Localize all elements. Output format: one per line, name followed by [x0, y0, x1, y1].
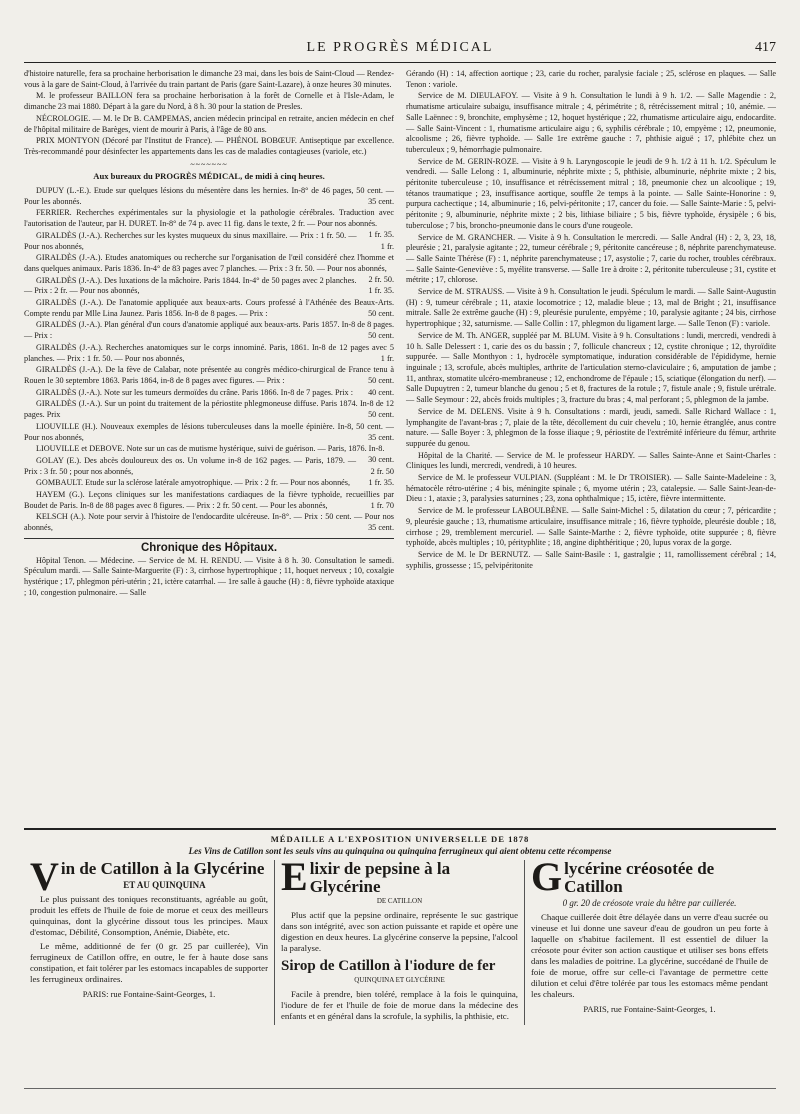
paragraph: PRIX MONTYON (Décoré par l'Institut de France). — PHÉNOL BOBŒUF. Antiseptique par excellence. Très-recommandé pour désinfecter les appartements dans les cas de maladies contagieuses (variole, etc.) — [24, 136, 394, 156]
entry-text: LIOUVILLE et DEBOVE. Note sur un cas de mutisme hystérique, suivi de guérison. — Paris, 1876. In-8. — [36, 444, 385, 454]
entry-price: 1 fr. 35. — [368, 478, 394, 488]
bibliography-entry — [24, 276, 394, 297]
entry-text: GIRALDÈS (J.-A.). De l'anatomie appliquée aux beaux-arts. Cours professé à l'Athénée des Beaux-Arts. Compte rendu par Mlle Lina Jaunez. Paris 1856. In-8 de 8 pages. — Prix : — [24, 298, 394, 318]
entry-price: 1 fr. — [380, 353, 394, 363]
paragraph: Gérando (H) : 14, affection aortique ; 23, carie du rocher, paralysie faciale ; 25, sclérose en plaques. — Salle Tenon : variole. — [406, 69, 776, 89]
entry-text: GOMBAULT. Etude sur la sclérose latérale amyotrophique. — Prix : 2 fr. — Pour nos abonnés, — [36, 478, 351, 488]
paragraph: Service de M. le professeur VULPIAN. (Suppléant : M. le Dr TROISIER). — Salle Sainte-Madeleine : 3, hématocèle rétro-utérine ; 4 bis, méningite spinale ; 6, myome utérin ; 23, catalepsie. — Salle Saint-Jean-de-Dieu : 1, ataxie ; 3, paralysies saturnines ; 23, zona ophthalmique ; 15, ictère, fièvre intermittente. — [406, 473, 776, 504]
ad-headline: Glycérine créosotée de Catillon — [531, 854, 715, 899]
ad-subheading: 0 gr. 20 de créosote vraie du hêtre par cuillerée. — [562, 898, 737, 908]
bibliography-entry — [24, 444, 394, 464]
entry-text: KELSCH (A.). Note pour servir à l'histoire de l'endocardite ulcéreuse. In-8°. — Prix : 50 cent. — Pour nos abonnés, — [24, 512, 394, 533]
entry-price: 30 cent. — [368, 454, 394, 464]
entry-price: 50 cent. — [368, 308, 394, 318]
entry-price: 1 fr. 70 — [370, 500, 394, 510]
ad-headline: Sirop de Catillon à l'iodure de fer — [281, 958, 496, 974]
ad-strapline: Les Vins de Catillon sont les seuls vins au quinquina ou quinquina ferrugineux qui aient obtenu cette récompense — [188, 846, 612, 856]
section-title: Chronique des Hôpitaux. — [140, 541, 278, 554]
paragraph: Service de M. DIEULAFOY. — Visite à 9 h. Consultation le lundi à 9 h. 1/2. — Salle Magendie : 2, rhumatisme articulaire subaigu, insuffisance mitrale ; 4, périmétrite ; 8, rétrécissement mitral ; 10, anémie. — Salle Laënnec : 9, bronchite, emphysème ; 12, hoquet hystérique ; 22, rhumatisme articulaire aigu, endocardite. — Salle Saint-Vincent : 1, rhumatisme articulaire aigu ; 6, syphilis cérébrale ; 10, empyème ; 12, pneumonie, alcoolisme ; 26, fièvre typhoïde. — Salle 1re extrême gauche : 7, phthisie aiguë ; 17, phlébite chez un tuberculeux ; 9, hémorrhagie pulmonaire. — [406, 91, 776, 154]
paragraph: d'histoire naturelle, fera sa prochaine herborisation le dimanche 23 mai, dans les bois de Saint-Cloud — Rendez-vous à la gare de Saint-Cloud, à l'arrivée du train partant de Paris (gare Saint-Lazare), à onze heures 30 minutes. — [24, 69, 394, 89]
ad-medal-title: MÉDAILLE A L'EXPOSITION UNIVERSELLE DE 1878 — [270, 834, 530, 844]
entry-price: 35 cent. — [368, 196, 394, 206]
paragraph: Service de M. DELENS. Visite à 9 h. Consultations : mardi, jeudi, samedi. Salle Richard Wallace : 1, lymphangite de l'avant-bras ; 7, plaie de la tête, décollement du cuir chevelu ; 10, hernie étranglée, anus contre nature. — Salle Boyer : 3, phlegmon de la fosse iliaque ; 9, périostite de l'extrémité inférieure du fémur, arthrite suppurée du genou. — [406, 406, 776, 448]
entry-text: HAYEM (G.). Leçons cliniques sur les manifestations cardiaques de la fièvre typhoïde, recueillies par Boudet de Paris. In-8 de 88 pages avec 8 figures. — Prix : 2 fr. 50 cent. — Pour les abonnés, — [24, 490, 394, 510]
paragraph: Hôpital Tenon. — Médecine. — Service de M. H. RENDU. — Visite à 8 h. 30. Consultation le samedi. Spéculum mardi. — Salle Sainte-Marguerite (F) : 3, cirrhose hypertrophique ; 11, hoquet nerveux ; 10, coxalgie hystérique ; 17, phlegmon péri-utérin ; 21, ictère catarrhal. — 1re salle à gauche (H) : 8, fièvre typhoïde ataxique ; 10, congestion pulmonaire. — Salle — [24, 555, 394, 597]
ad-headline: Vin de Catillon à la Glycérine — [30, 854, 265, 899]
bibliography-entry — [24, 490, 394, 511]
entry-text: GOLAY (E.). Des abcès douloureux des os. Un volume in-8 de 162 pages. — Paris, 1879. — Prix : 3 fr. 50 ; pour nos abonnés, — [24, 455, 357, 476]
ad-subheading: QUINQUINA ET GLYCÉRINE — [354, 976, 445, 984]
bibliography-entry — [24, 512, 394, 533]
paragraph: M. le professeur BAILLON fera sa prochaine herborisation à la forêt de Cornelle et à l'Isle-Adam, le dimanche 23 mai 1880. Départ à la gare du Nord, à 8 h. 30 pour la station de Presles. — [24, 91, 394, 112]
right-column — [406, 69, 776, 572]
ad-body: Plus actif que la pepsine ordinaire, représente le suc gastrique dans son intégrité, avec son action puissante et rapide et opère une digestion en deux heures. La glycérine conserve la pepsine, l'alcool la paralyse. — [281, 910, 518, 953]
running-title: LE PROGRÈS MÉDICAL — [306, 40, 494, 55]
entry-text: LIOUVILLE (H.). Nouveaux exemples de lésions tuberculeuses dans la moelle épinière. In-8, 50 cent. — Pour nos abonnés, — [24, 421, 394, 442]
paragraph: Service de M. GRANCHER. — Visite à 9 h. Consultation le mercredi. — Salle Andral (H) : 2, 3, 23, 18, pleurésie ; 21, paralysie agitante ; 22, tumeur cérébrale ; 9, péritonite cancéreuse ; 8, néphrite parenchymateuse. — Salle Sainte Thérèse (F) : 1, néphrite parenchymateuse ; 17, asystolie ; 7, carie du rocher, troubles cérébraux. — Salle Sainte-Geneviève : 5, myélite transverse. — Salle 1re à droite : 2, péritonite tuberculeuse ; 31, cystite et métrite ; 17, chlorose. — [406, 232, 776, 285]
paragraph: Service de M. Th. ANGER, suppléé par M. BLUM. Visite à 9 h. Consultations : lundi, mercredi, vendredi à 10 h. Salle Delessert : 1, carie des os du bassin ; 7, follicule chancreux ; 12, cystite chronique ; 12, thyroïdite suppurée. — Salle Monthyon : 1, hydrocèle symptomatique, induration considérable de l'épididyme, hernie inguinale ; 13, scrofule, abcès multiples, arthrite de l'articulation sterno-claviculaire ; 6, amputation de jambe ; 11, anthrax, stomatite ulcéro-membraneuse ; 12, enchondrome de l'épaule ; 15, sciatique (élongation du nerf). — Salle Dupuytren : 2, tumeur blanche du genou ; 5 et 8, fractures de la rotule ; 7, fistule anale ; 9, fistule urétrale. — Salle Seymour : 22, abcès froids multiples ; 3, fracture du bras ; 4, mal perforant ; 5, phlegmon de la jambe. — [406, 330, 776, 405]
page-header — [24, 40, 776, 63]
ad-subheading: DE CATILLON — [376, 897, 423, 905]
section-divider — [24, 538, 394, 539]
entry-price: 50 cent. — [368, 331, 394, 341]
bibliography-entry — [24, 343, 394, 364]
entry-price: 35 cent. — [368, 523, 394, 533]
page-number: 417 — [755, 40, 776, 55]
paragraph: Hôpital de la Charité. — Service de M. le professeur HARDY. — Salles Sainte-Anne et Saint-Charles : Cliniques les lundi, mercredi, vendredi, à 10 heures. — [406, 450, 776, 471]
bibliography-entry — [24, 298, 394, 319]
left-column — [24, 69, 394, 599]
entry-text: GIRALDÈS (J.-A.). Etudes anatomiques ou recherche sur l'organisation de l'œil considéré chez l'homme et dans quelques animaux. Paris 1836. In-4° de 83 pages avec 7 planches. — Prix : 3 fr. 50. — Pour nos abonnés, — [24, 253, 394, 273]
ad-address: PARIS, rue Fontaine-Saint-Georges, 1. — [583, 1004, 716, 1014]
entry-text: DUPUY (L.-E.). Etude sur quelques lésions du mésentère dans les hernies. In-8° de 46 pages, 50 cent. — Pour les abonnés. — [24, 186, 394, 206]
bibliography-entry — [24, 388, 394, 399]
ad-body: Le plus puissant des toniques reconstituants, agréable au goût, produit les effets de l'huile de foie de morue et ceux des meilleurs quinquinas, dont la glycérine dissout tous les principes. Maux d'estomac, Débilité, Consomption, Anémie, Diabète, etc. — [30, 894, 268, 937]
bibliography-entry — [24, 253, 394, 284]
entry-text: GIRALDÈS (J.-A.). Recherches sur les kystes muqueux du sinus maxillaire. — Prix : 1 fr. 50. — Pour nos abonnés, — [24, 230, 357, 251]
entry-price: 1 fr. — [380, 241, 394, 251]
entry-price: 40 cent. — [368, 387, 394, 397]
ad-address: PARIS: rue Fontaine-Saint-Georges, 1. — [82, 989, 216, 999]
entry-text: GIRALDÈS (J.-A.). Plan général d'un cours d'anatomie appliqué aux beaux-arts. Paris 1857. In-8 de 8 pages. — Prix : — [24, 320, 394, 341]
bibliography-entry — [24, 422, 394, 443]
entry-text: GIRALDÈS (J.-A.). Des luxations de la mâchoire. Paris 1844. In-4° de 50 pages avec 2 planches. — Prix : 2 fr. — Pour nos abonnés, — [24, 275, 357, 296]
ad-column-elixir — [274, 854, 524, 1025]
paragraph: Service de M. le Dr BERNUTZ. — Salle Saint-Basile : 1, gastralgie ; 11, ramollissement cérébral ; 14, syphilis, grossesse ; 15, pelvipéritonite — [406, 549, 776, 570]
advertisement — [24, 828, 776, 1084]
paragraph: NÉCROLOGIE. — M. le Dr B. CAMPEMAS, ancien médecin principal en retraite, ancien médecin en chef de l'hôpital militaire de Barèges, vient de mourir à Paris, à l'âge de 80 ans. — [24, 113, 394, 134]
entry-price: 2 fr. 50. — [368, 274, 394, 284]
bibliography-entry — [24, 399, 394, 420]
ad-body: Le même, additionné de fer (0 gr. 25 par cuillerée), Vin ferrugineux de Catillon offre, en outre, le fer à haute dose sans constipation, et fait tolérer par les estomacs incapables de supporter les ferrugineux ordinaires. — [30, 941, 268, 984]
notice-heading: Aux bureaux du PROGRÈS MÉDICAL, de midi à cinq heures. — [93, 171, 325, 182]
bibliography-entry — [24, 186, 394, 207]
paragraph: Service de M. le professeur LABOULBÈNE. — Salle Saint-Michel : 5, dilatation du cœur ; 7, péricardite ; 9, pleurésie gauche ; 13, rhumatisme articulaire, insuffisance mitrale ; 16, fièvre typhoïde, pleurésie double ; 18, cirrhose ; 29, tremblement mercuriel. — Salle Sainte-Marthe : 2, fièvre typhoïde, otite suppurée ; 8, fièvre typhoïde, abcès multiples ; 10, pérityphlite ; 18, angine diphthéritique ; 20, lupus vorax de la gorge. — [406, 506, 776, 548]
entry-text: GIRALDÈS (J.-A.). Note sur les tumeurs dermoïdes du crâne. Paris 1866. In-8 de 7 pages. Prix : — [36, 387, 353, 397]
ad-subheading: ET AU QUINQUINA — [123, 880, 206, 890]
entry-price: 2 fr. 50 — [370, 466, 394, 476]
ad-body: Facile à prendre, bien toléré, remplace à la fois le quinquina, l'iodure de fer et l'huile de foie de morue dans la médecine des enfants et en général dans la scrofule, la syphilis, la phthisie, etc. — [281, 989, 518, 1021]
ad-column-glycerine — [524, 854, 774, 1025]
entry-text: GIRALDÈS (J.-A.). Sur un point du traitement de la périostite phlegmoneuse diffuse. Paris 1874. In-8 de 12 pages. Prix — [24, 399, 394, 420]
bibliography-entry — [24, 208, 394, 239]
bibliography-list — [24, 186, 394, 534]
entry-price: 1 fr. 35. — [368, 286, 394, 296]
entry-text: GIRALDÈS (J.-A.). Recherches anatomiques sur le corps innominé. Paris, 1861. In-8 de 12 pages avec 5 planches. — Prix : 1 fr. 50. — Pour nos abonnés, — [24, 342, 394, 363]
ad-body: Chaque cuillerée doit être délayée dans un verre d'eau sucrée ou vineuse et lui donne une saveur d'eau de goudron un peu forte à laquelle on s'habitue facilement. Il est essentiel de diluer la créosote pour éviter son action caustique et utiliser ses bons effets dans les maladies de poitrine. La glycérine, succédané de l'huile de foie de morue, offre sur celle-ci l'avantage de permettre cette dilution et celui d'être tolérée par tous les estomacs même pendant les chaleurs. — [531, 912, 768, 999]
entry-text: FERRIER. Recherches expérimentales sur la physiologie et la pathologie cérébrales. Traduction avec l'autorisation de l'auteur, par H. DURET. In-8° de 74 p. avec 11 fig. dans le texte, 2 fr. — Pour nos abonnés. — [24, 208, 394, 229]
entry-price: 35 cent. — [368, 432, 394, 442]
ornament-divider: ~~~~~~~ — [190, 159, 228, 169]
entry-price: 50 cent. — [368, 375, 394, 385]
bibliography-entry — [24, 456, 394, 477]
bibliography-entry — [24, 365, 394, 386]
entry-price: 50 cent. — [368, 410, 394, 420]
entry-text: GIRALDÈS (J.-A.). De la fève de Calabar, note présentée au congrès médico-chirurgical de France tenu à Rouen le 30 septembre 1863. Paris 1864, in-8 de 8 pages avec figures. — Prix : — [24, 365, 394, 385]
paragraph: Service de M. GERIN-ROZE. — Visite à 9 h. Laryngoscopie le jeudi de 9 h. 1/2 à 11 h. 1/2. Spéculum le vendredi. — Salle Lelong : 1, albuminurie, néphrite mixte ; 5, phthisie, albuminurie, néphrite mixte ; 2 bis, péritonite tuberculeuse ; 10, insuffisance et rétrécissement mitral ; 18, pneumonie chez un alcoolique ; 19, tétanos traumatique ; 23, insuffisance aortique, souffle 2e temps à la pointe. — Salle Sainte-Honorine : 9, purpura cachectique ; 14, albuminurie ; 16, pelvi-péritonite ; 17, cancer du foie. — Salle Sainte-Marie : 5, pelvi-péritonite ; 9, albuminurie, néphrite mixte ; 2 bis, lithiase biliaire ; 5 bis, fièvre typhoïde, érysipèle ; 6 bis, tuberculose ; 7 bis, broncho-pneumonie dans le cours d'une rougeole. — [406, 156, 776, 230]
bibliography-entry — [24, 320, 394, 341]
ad-headline: Elixir de pepsine à la Glycérine — [281, 854, 451, 899]
ad-column-vin — [24, 854, 274, 1025]
bibliography-entry — [24, 231, 394, 252]
bibliography-entry — [24, 478, 394, 489]
entry-price: 1 fr. 35. — [368, 229, 394, 239]
footer-rule — [24, 1088, 776, 1089]
paragraph: Service de M. STRAUSS. — Visite à 9 h. Consultation le jeudi. Spéculum le mardi. — Salle Saint-Augustin (H) : 9, tumeur cérébrale ; 11, ataxie locomotrice ; 12, maladie bleue ; 13, mal de Bright ; 21, insuffisance mitrale. Salle 2e extrême gauche (H) : 9, pleurésie purulente, empyème ; 10, paralysie agitante ; 24 bis, cirrhose hypertrophique ; 32, saturnisme. — Salle Collin : 17, phlegmon du ligament large. — Salle Tenon (F) : variole. — [406, 287, 776, 329]
